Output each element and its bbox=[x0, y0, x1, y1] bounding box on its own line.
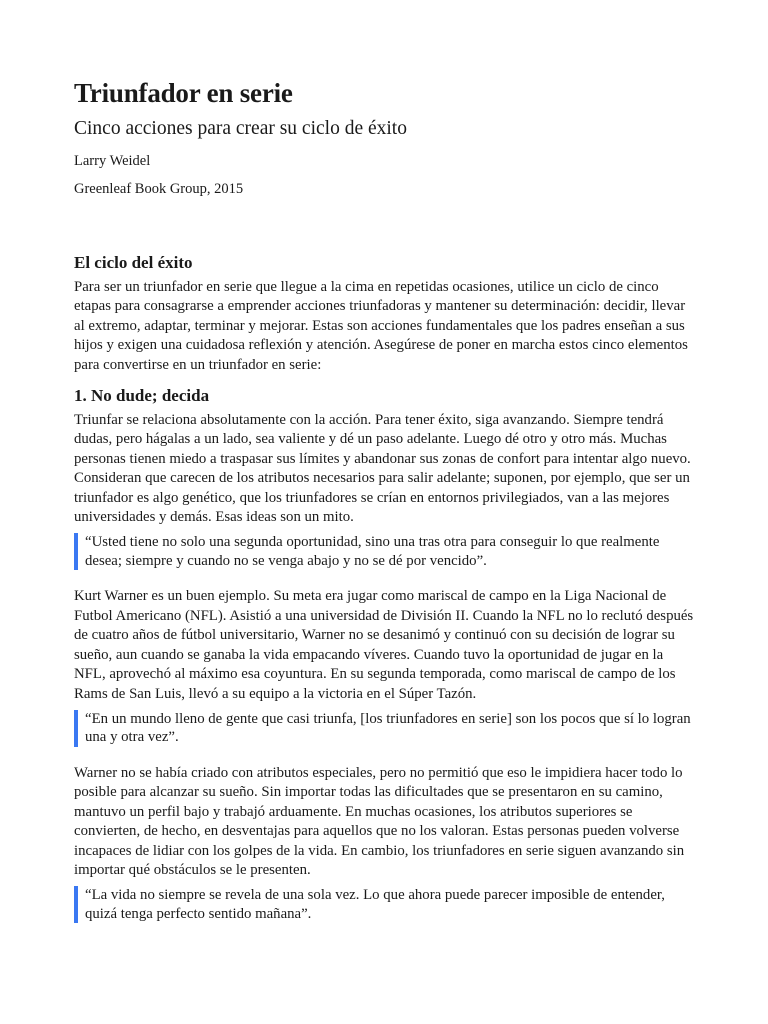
pull-quote-3: “La vida no siempre se revela de una sola vez. Lo que ahora puede parecer imposible de entender, quizá tenga perfecto sentido mañana”. bbox=[74, 886, 696, 923]
book-author: Larry Weidel bbox=[74, 153, 151, 169]
section-heading-cycle: El ciclo del éxito bbox=[74, 253, 193, 272]
pull-quote-1: “Usted tiene no solo una segunda oportunidad, sino una tras otra para conseguir lo que realmente desea; siempre y cuando no se venga abajo y no se dé por vencido”. bbox=[74, 533, 696, 570]
book-subtitle: Cinco acciones para crear su ciclo de éxito bbox=[74, 118, 407, 139]
book-title: Triunfador en serie bbox=[74, 78, 293, 108]
decide-paragraph-2: Kurt Warner es un buen ejemplo. Su meta era jugar como mariscal de campo en la Liga Nacional de Futbol Americano (NFL). Asistió a una universidad de División II. Cuando la NFL no lo reclutó después de cuatro años de fútbol universitario, Warner no se desanimó y continuó con su decisión de lograr su sueño, aun cuando se ganaba la vida empacando víveres. Cuando tuvo la oportunidad de jugar en la NFL, aprovechó al máximo esa coyuntura. En su segunda temporada, como mariscal de campo de los Rams de San Luis, llevó a su equipo a la victoria en el Súper Tazón. bbox=[74, 588, 694, 702]
book-publisher: Greenleaf Book Group, 2015 bbox=[74, 181, 244, 197]
decide-paragraph-3: Warner no se había criado con atributos especiales, pero no permitió que eso le impidiera hacer todo lo posible para alcanzar su sueño. Sin importar todas las dificultades que se presentaron en su camino, mantuvo un perfil bajo y trabajó arduamente. En muchas ocasiones, los atributos superiores se convierten, de hecho, en desventajas para aquellos que no los valoran. Estas personas pueden volverse incapaces de lidiar con los golpes de la vida. En cambio, los triunfadores en serie siguen avanzando sin importar qué obstáculos se le presenten. bbox=[74, 764, 685, 878]
pull-quote-2: “En un mundo lleno de gente que casi triunfa, [los triunfadores en serie] son los pocos que sí lo logran una y otra vez”. bbox=[74, 710, 696, 747]
section-heading-decide: 1. No dude; decida bbox=[74, 386, 210, 406]
cycle-paragraph: Para ser un triunfador en serie que llegue a la cima en repetidas ocasiones, utilice un ciclo de cinco etapas para consagrarse a emprender acciones triunfadoras y mantener su determinación: decidir, llevar al extremo, adaptar, terminar y mejorar. Estas son acciones fundamentales que los padres enseñan a sus hijos y exigen una cuidadosa reflexión y atención. Asegúrese de poner en marcha estos cinco elementos para convertirse en un triunfador en serie: bbox=[74, 279, 688, 373]
decide-paragraph-1: Triunfar se relaciona absolutamente con la acción. Para tener éxito, siga avanzando. Siempre tendrá dudas, pero hágalas a un lado, sea valiente y dé un paso adelante. Luego dé otro y otro más. Muchas personas tienen miedo a traspasar sus límites y abandonar sus zonas de confort para intentar algo nuevo. Consideran que carecen de los atributos necesarios para salir adelante; suponen, por ejemplo, que ser un triunfador es algo genético, que los triunfadores se crían en entornos privilegiados, van a las mejores universidades y demás. Esas ideas son un mito. bbox=[74, 412, 691, 526]
